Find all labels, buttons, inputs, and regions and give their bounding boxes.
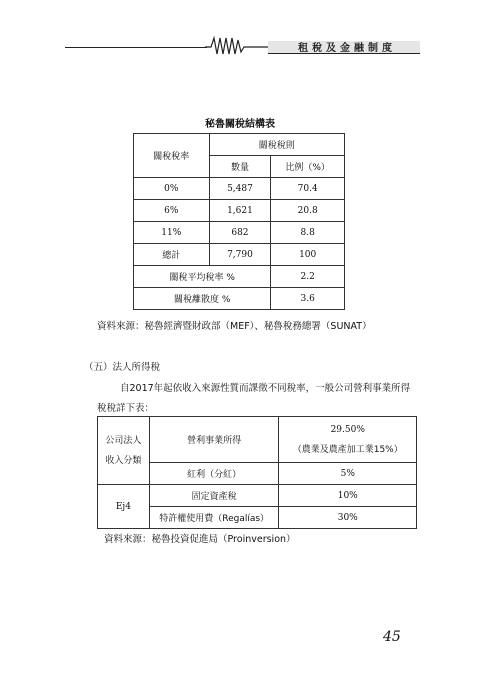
waveform-icon (205, 34, 269, 58)
section-paragraph-line1: 自2017年起依收入來源性質而課徵不同稅率，一般公司營利事業所得 (120, 383, 411, 394)
business-rate-value: 29.50% (330, 424, 365, 435)
dividend-rate: 5% (279, 463, 417, 485)
page-number: 45 (383, 629, 401, 645)
table1-caption: 秘魯關稅結構表 (205, 119, 275, 130)
table2-source: 資料來源：秘魯投資促進局（Proinversion） (104, 534, 296, 545)
count-cell: 682 (209, 222, 271, 244)
dispersion-label: 關稅離散度 % (134, 288, 271, 310)
rate-cell: 0% (134, 178, 210, 200)
section-paragraph-line2: 稅稅詳下表： (97, 403, 155, 414)
business-income-label: 營利事業所得 (149, 417, 279, 463)
tariff-schedule-header: 關稅稅則 (209, 134, 344, 156)
business-income-rate (279, 417, 417, 463)
table-row (134, 200, 345, 222)
ratio-cell: 100 (271, 244, 345, 266)
count-cell: 7,790 (209, 244, 271, 266)
table-row (134, 244, 345, 266)
count-cell: 5,487 (209, 178, 271, 200)
ratio-cell: 8.8 (271, 222, 345, 244)
ratio-cell: 20.8 (271, 200, 345, 222)
fixed-asset-tax-rate: 10% (279, 485, 417, 507)
count-header: 數量 (209, 156, 271, 178)
count-cell: 1,621 (209, 200, 271, 222)
fixed-asset-tax-label: 固定資產稅 (149, 485, 279, 507)
dispersion-value: 3.6 (271, 288, 345, 310)
rate-cell: 6% (134, 200, 210, 222)
table-row (134, 222, 345, 244)
business-rate-note: （農業及農產加工業15%） (292, 444, 403, 455)
ratio-header: 比例（%） (271, 156, 345, 178)
table1-source: 資料來源：秘魯經濟暨財政部（MEF）、秘魯稅務總署（SUNAT） (97, 321, 372, 332)
dividend-label: 紅利（分紅） (149, 463, 279, 485)
royalty-label: 特許權使用費（Regalías） (149, 507, 279, 529)
royalty-rate: 30% (279, 507, 417, 529)
income-class-label-line1: 公司法人 (105, 435, 142, 446)
rate-cell: 11% (134, 222, 210, 244)
header-rule-left (65, 47, 207, 48)
table-row (134, 178, 345, 200)
avg-rate-value: 2.2 (271, 266, 345, 288)
section-heading: （五）法人所得稅 (84, 362, 161, 373)
rate-header: 關稅稅率 (134, 134, 210, 178)
rate-cell: 總計 (134, 244, 210, 266)
income-class-label (98, 417, 150, 485)
ratio-cell: 70.4 (271, 178, 345, 200)
corporate-income-tax-table (97, 416, 417, 529)
ej4-cell: Ej4 (98, 485, 150, 529)
income-class-label-line2: 收入分類 (105, 455, 142, 466)
avg-rate-label: 關稅平均稅率 % (134, 266, 271, 288)
header-title: 租稅及金融制度 (298, 43, 396, 54)
tariff-structure-table (133, 133, 345, 310)
